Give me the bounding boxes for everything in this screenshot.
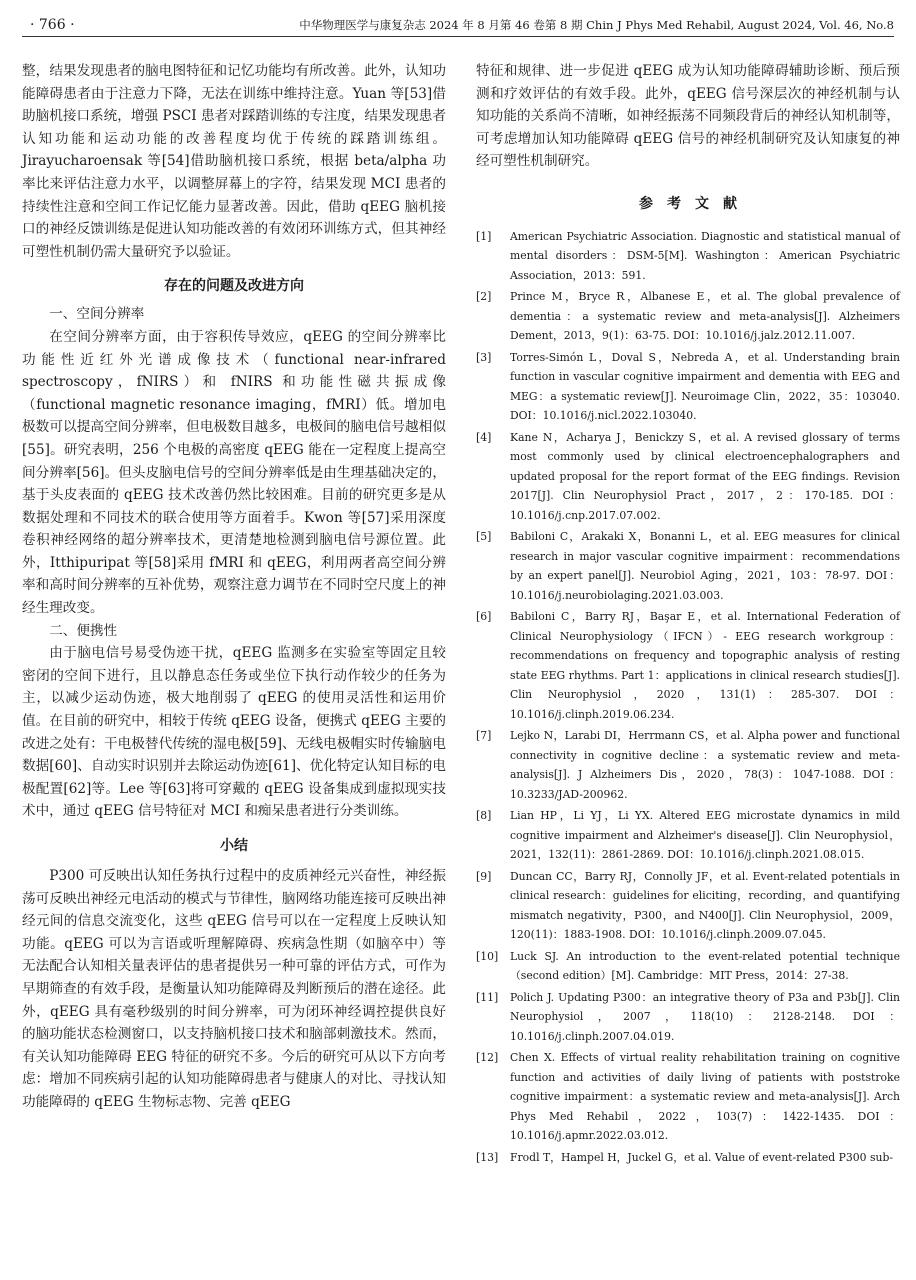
reference-number: [6] (476, 610, 492, 624)
journal-running-title: 中华物理医学与康复杂志 2024 年 8 月第 46 卷第 8 期 Chin J Phys Med Rehabil, August 2024, Vol. 46, No.8 (299, 18, 894, 32)
left-column (22, 60, 446, 1114)
reference-text: Lejko N，Larabi DI，Herrmann CS，et al. Alpha power and functional connectivity in cognitive decline：a systematic review and meta-analysis[J]. J Alzheimers Dis，2020，78(3)：1047-1088. DOI：10.3233/JAD-200962. (510, 729, 900, 801)
body-paragraph: 整，结果发现患者的脑电图特征和记忆功能均有所改善。此外，认知功能障碍患者由于注意力下降，无法在训练中维持注意。Yuan 等[53]借助脑机接口系统，增强 PSCI 患者对踩踏训练的专注度，结果发现患者认知功能和运动功能的改善程度均优于传统的踩踏训练组。Jirayucharoensak 等[54]借助脑机接口系统，根据 beta/alpha 功率比来评估注意力水平，以调整屏幕上的字符，结果发现 MCI 患者的持续性注意和空间工作记忆能力显著改善。因此，借助 qEEG 脑机接口的神经反馈训练是促进认知功能改善的有效闭环训练方式，但其神经可塑性机制仍需大量研究予以验证。 (22, 63, 446, 260)
subsection-title: 二、便携性 (49, 622, 118, 639)
body-paragraph: 特征和规律、进一步促进 qEEG 成为认知功能障碍辅助诊断、预后预测和疗效评估的有效手段。此外，qEEG 信号深层次的神经机制与认知功能的关系尚不清晰，如神经振荡不同频段背后的神经认知机制等，可考虑增加认知功能障碍 qEEG 信号的神经机制研究及认知康复的神经可塑性机制研究。 (476, 63, 900, 170)
reference-text: Babiloni C，Arakaki X，Bonanni L，et al. EEG measures for clinical research in major vascular cognitive impairment：recommendations by an expert panel[J]. Neurobiol Aging，2021，103：78-97. DOI：10.1016/j.neurobiolaging.2021.03.003. (510, 530, 900, 602)
reference-text: Prince M，Bryce R，Albanese E，et al. The global prevalence of dementia：a systematic review and meta-analysis[J]. Alzheimers Dement，2013，9(1)：63-75. DOI：10.1016/j.jalz.2012.11.007. (510, 290, 900, 343)
right-column (476, 60, 900, 1169)
reference-number: [5] (476, 530, 492, 544)
reference-number: [12] (476, 1051, 499, 1065)
reference-text: Lian HP，Li YJ，Li YX. Altered EEG microstate dynamics in mild cognitive impairment and Alzheimer's disease[J]. Clin Neurophysiol，2021，132(11)：2861-2869. DOI：10.1016/j.clinph.2021.08.015. (510, 809, 900, 862)
reference-text: Kane N，Acharya J，Benickzy S，et al. A revised glossary of terms most commonly used by clinical electroencephalographers and updated proposal for the report format of the EEG findings. Revision 2017[J]. Clin Neurophysiol Pract，2017，2：170-185. DOI：10.1016/j.cnp.2017.07.002. (510, 430, 900, 522)
page-number: · 766 · (30, 17, 75, 33)
reference-number: [4] (476, 430, 492, 444)
reference-text: Polich J. Updating P300：an integrative theory of P3a and P3b[J]. Clin Neurophysiol，2007，118(10)：2128-2148. DOI：10.1016/j.clinph.2007.04.019. (510, 990, 900, 1043)
subsection-title: 一、空间分辨率 (49, 306, 145, 323)
reference-text: Duncan CC，Barry RJ，Connolly JF，et al. Event-related potentials in clinical research：guidelines for eliciting，recording，and quantifying mismatch negativity，P300，and N400[J]. Clin Neurophysiol，2009，120(11)：1883-1908. DOI：10.1016/j.clinph.2009.07.045. (510, 869, 900, 942)
reference-number: [9] (476, 869, 492, 883)
reference-item (476, 947, 900, 986)
reference-text: American Psychiatric Association. Diagnostic and statistical manual of mental disorders：DSM-5[M]. Washington：American Psychiatric Association，2013：591. (510, 229, 900, 282)
body-paragraph: 由于脑电信号易受伪迹干扰，qEEG 监测多在实验室等固定且较密闭的空间下进行，且以静息态任务或坐位下执行动作较少的任务为主，以减少运动伪迹，极大地削弱了 qEEG 的使用灵活性和运用价值。在目前的研究中，相较于传统 qEEG 设备，便携式 qEEG 主要的改进之处有：干电极替代传统的湿电极[59]、无线电极帽实时传输脑电数据[60]、自动实时识别并去除运动伪迹[61]、优化特定认知目标的电极配置[62]等。Lee 等[63]将可穿戴的 qEEG 设备集成到虚拟现实技术中，通过 qEEG 信号特征对 MCI 和痴呆患者进行分类训练。 (22, 645, 446, 820)
reference-text: Chen X. Effects of virtual reality rehabilitation training on cognitive function and activities of daily living of patients with poststroke cognitive impairment：a systematic review and meta-analysis[J]. Arch Phys Med Rehabil，2022，103(7)：1422-1435. DOI：10.1016/j.apmr.2022.03.012. (510, 1051, 900, 1143)
reference-number: [13] (476, 1150, 499, 1164)
reference-number: [1] (476, 229, 492, 243)
reference-text: Torres-Simón L，Doval S，Nebreda A，et al. Understanding brain function in vascular cognitive impairment and dementia with EEG and MEG：a systematic review[J]. Neuroimage Clin，2022，35：103040. DOI：10.1016/j.nicl.2022.103040. (510, 350, 900, 423)
reference-number: [10] (476, 949, 499, 963)
reference-item (476, 348, 900, 426)
section-title: 存在的问题及改进方向 (164, 278, 304, 295)
body-paragraph: 在空间分辨率方面，由于容积传导效应，qEEG 的空间分辨率比功能性近红外光谱成像技术（functional near-infrared spectroscopy，fNIRS）和 fNIRS 和功能性磁共振成像（functional magnetic resonance imaging，fMRI）低。增加电极数可以提高空间分辨率，但电极数目越多，电极间的脑电信号越相似[55]。研究表明，256 个电极的高密度 qEEG 能在一定程度上提高空间分辨率[56]。但头皮脑电信号的空间分辨率低是由生理基础决定的，基于头皮表面的 qEEG 技术改善仍然比较困难。目前的研究更多是从数据处理和不同技术的联合使用等方面着手。Kwon 等[57]采用深度卷积神经网络的超分辨率技术，更清楚地检测到脑电信号源位置。此外，Itthipuripat 等[58]采用 fMRI 和 qEEG，利用两者高空间分辨率和高时间分辨率的互补优势，观察注意力调节在不同时空尺度上的神经生理改变。 (22, 328, 446, 617)
reference-item (476, 867, 900, 945)
reference-list (476, 227, 900, 1168)
body-paragraph: P300 可反映出认知任务执行过程中的皮质神经元兴奋性，神经振荡可反映出神经元电活动的模式与节律性，脑网络功能连接可反映出神经元间的信息交流变化，这些 qEEG 信号可以在一定程度上反映认知功能。qEEG 可以为言语或听理解障碍、疾病急性期（如脑卒中）等无法配合认知相关量表评估的患者提供另一种可靠的评估方式，可作为早期筛查的有效手段，是衡量认知功能障碍及判断预后的潜在途径。此外，qEEG 具有毫秒级别的时间分辨率，可为闭环神经调控提供良好的脑功能状态检测窗口，以支持脑机接口技术和脑部刺激技术。然而，有关认知功能障碍 EEG 特征的研究不多。今后的研究可从以下方向考虑：增加不同疾病引起的认知功能障碍患者与健康人的对比、寻找认知功能障碍的 qEEG 生物标志物、完善 qEEG (22, 868, 446, 1110)
reference-item (476, 607, 900, 724)
reference-item (476, 806, 900, 865)
reference-number: [8] (476, 809, 492, 823)
reference-number: [7] (476, 729, 492, 743)
reference-text: Frodl T，Hampel H，Juckel G，et al. Value of event-related P300 sub- (510, 1150, 894, 1164)
reference-item (476, 988, 900, 1047)
reference-number: [3] (476, 350, 492, 364)
section-title: 小结 (220, 838, 248, 854)
reference-item (476, 527, 900, 605)
running-header (22, 14, 894, 37)
reference-number: [2] (476, 290, 492, 304)
reference-item (476, 1048, 900, 1146)
reference-item (476, 428, 900, 526)
references-title: 参 考 文 献 (639, 195, 737, 212)
reference-text: Babiloni C，Barry RJ，Başar E，et al. International Federation of Clinical Neurophysiology（IFCN）- EEG research workgroup：recommendations on frequency and topographic analysis of resting state EEG rhythms. Part 1：applications in clinical research studies[J]. Clin Neurophysiol，2020，131(1)：285-307. DOI：10.1016/j.clinph.2019.06.234. (510, 610, 900, 721)
reference-item (476, 726, 900, 804)
reference-number: [11] (476, 990, 499, 1004)
reference-item (476, 227, 900, 286)
reference-item (476, 1148, 900, 1168)
reference-text: Luck SJ. An introduction to the event-related potential technique（second edition）[M]. Cambridge：MIT Press，2014：27-38. (510, 949, 900, 983)
reference-item (476, 287, 900, 346)
